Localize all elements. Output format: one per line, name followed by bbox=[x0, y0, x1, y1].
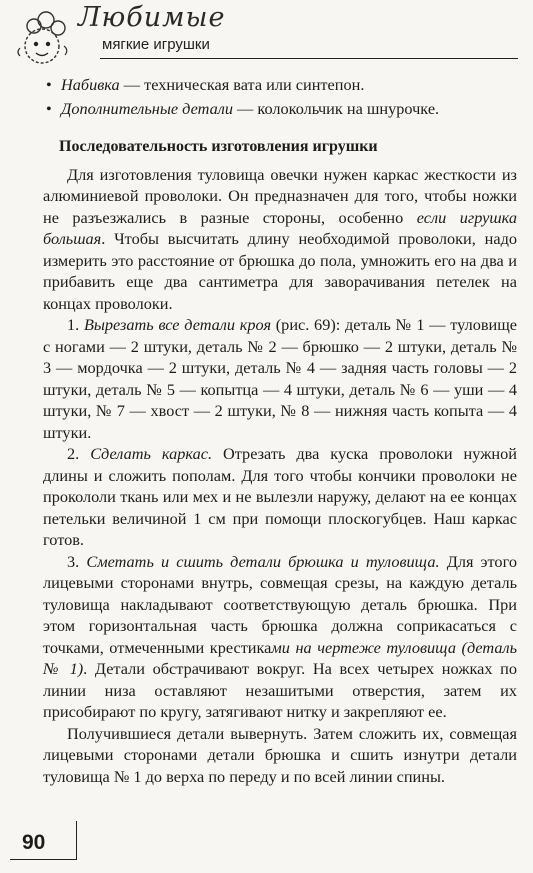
page-header bbox=[0, 0, 533, 70]
paragraph-emphasis: если игрушка большая bbox=[43, 207, 517, 248]
paragraph-text: Отрезать два куска проволоки нужной длины и сложить пополам. Для того чтобы кончики проволоки не прокололи ткань или мех и не вылезли наружу, делают на ее концах петельки величиной 1 см при помощи плоскогубцев. Наш каркас готов. bbox=[43, 444, 518, 549]
step-number: 2. bbox=[67, 444, 91, 463]
page-body bbox=[43, 72, 517, 787]
footer-divider-vertical bbox=[76, 821, 77, 859]
step-title: Сметать и сшить детали брюшка и туловища. bbox=[86, 551, 440, 571]
step-number: 1. bbox=[67, 315, 84, 334]
step-2-paragraph bbox=[43, 443, 517, 551]
final-paragraph: Получившиеся детали вывернуть. Затем сложить их, совмещая лицевыми сторонами детали брюшка и сшить изнутри детали туловища № 1 до верха по переду и по всей линии спины. bbox=[43, 723, 517, 786]
page-footer bbox=[0, 813, 533, 873]
step-title: Сделать каркас. bbox=[90, 444, 213, 463]
list-text: — колокольчик на шнурочке. bbox=[232, 98, 440, 118]
step-3-paragraph bbox=[43, 551, 517, 723]
step-title: Вырезать все детали кроя bbox=[83, 315, 272, 334]
sheep-mascot-icon bbox=[14, 8, 74, 70]
step-number: 3. bbox=[67, 551, 87, 571]
list-term: Дополнительные детали bbox=[61, 98, 233, 118]
intro-paragraph bbox=[43, 164, 517, 315]
bullet-icon: • bbox=[46, 75, 52, 94]
list-item bbox=[43, 74, 517, 96]
series-title: Любимые bbox=[78, 2, 226, 33]
page-number: 90 bbox=[22, 831, 46, 854]
paragraph-text: . Чтобы высчитать длину необходимой проволоки, надо измерить это расстояние от брюшка до пола, умножить его на два и прибавить еще два сантиметра для заворачивания петелек на концах проволоки. bbox=[43, 229, 517, 313]
paragraph-text: (рис. 69): деталь № 1 — туловище с ногами — 2 штуки, деталь № 2 — брюшко — 2 штуки, деталь № 3 — мордочка — 2 штуки, деталь № 4 — задняя часть головы — 2 штуки, деталь № 5 — копытца — 4 штуки, деталь № 6 — уши — 4 штуки, № 7 — хвост — 2 штуки, № 8 — нижняя часть копыта — 4 штуки. bbox=[43, 315, 518, 442]
paragraph-text: Для этого лицевыми сторонами внутрь, совмещая срезы, на каждую деталь туловища накладывают соответствующую деталь брюшка. При этом горизонтальная часть брюшка должна соприкасаться с точками, отмеченными крестика bbox=[43, 551, 517, 657]
paragraph-text: . Детали обстрачивают вокруг. На всех четырех ножках по линии низа оставляют незашитыми отверстия, затем их присобирают по кругу, затягивают нитку и закрепляют ее. bbox=[43, 659, 518, 721]
list-item bbox=[43, 98, 517, 120]
list-term: Набивка bbox=[61, 75, 120, 94]
section-heading: Последовательность изготовления игрушки bbox=[59, 138, 378, 155]
header-divider bbox=[100, 58, 518, 59]
list-text: — техническая вата или синтепон. bbox=[119, 75, 365, 94]
series-subtitle: мягкие игрушки bbox=[102, 36, 210, 53]
bullet-icon: • bbox=[46, 98, 52, 118]
paragraph-text: Для изготовления туловища овечки нужен каркас жесткости из алюминиевой проволоки. Он предназначен для того, чтобы ножки не разъезжались в разные стороны, особенно bbox=[43, 164, 517, 227]
step-1-paragraph bbox=[43, 314, 517, 443]
footer-divider-horizontal bbox=[10, 859, 77, 860]
materials-list bbox=[43, 74, 517, 119]
paragraph-emphasis: ми на чертеже туловища (деталь № 1) bbox=[43, 637, 517, 678]
